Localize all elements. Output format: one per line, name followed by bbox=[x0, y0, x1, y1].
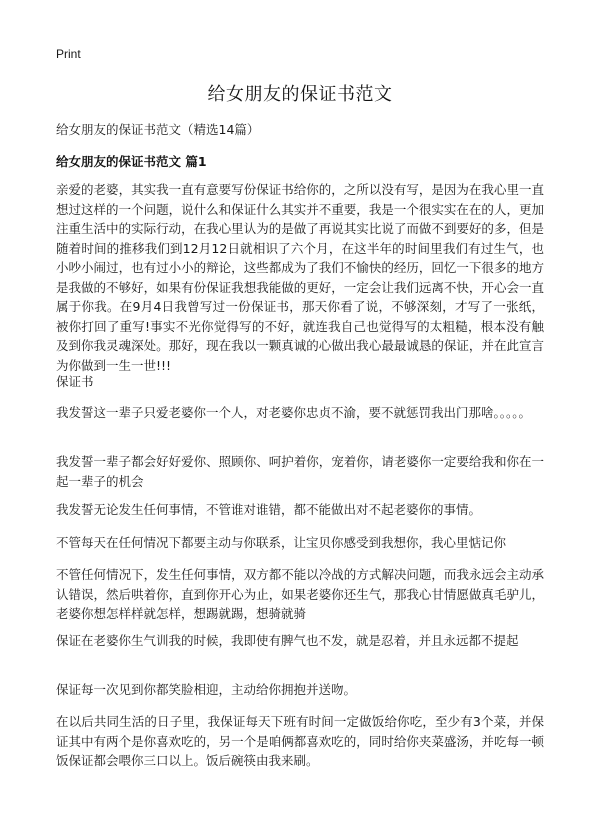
pledge-paragraph: 在以后共同生活的日子里，我保证每天下班有时间一定做饭给你吃，至少有3个菜，并保证其中有两个是你喜欢吃的，另一个是咱俩都喜欢吃的，同时给你夹菜盛汤，并吃每一顿饭保证都会喂你三口以上。饭后碗筷由我来刷。 bbox=[56, 714, 544, 768]
document-subtitle: 给女朋友的保证书范文（精选14篇） bbox=[56, 122, 260, 137]
section-heading: 给女朋友的保证书范文 篇1 bbox=[56, 154, 207, 169]
pledge-paragraph: 我发誓这一辈子只爱老婆你一个人，对老婆你忠贞不渝，要不就惩罚我出门那啥。。。。。 bbox=[56, 405, 532, 420]
pledge-paragraph: 我发誓一辈子都会好好爱你、照顾你、呵护着你，宠着你，请老婆你一定要给我和你在一起一辈子的机会 bbox=[56, 454, 544, 489]
page-title: 给女朋友的保证书范文 bbox=[207, 84, 393, 105]
pledge-paragraph: 保证在老婆你生气训我的时候，我即使有脾气也不发，就是忍着，并且永远都不提起 bbox=[56, 633, 519, 648]
pledge-paragraph: 不管每天在任何情况下都要主动与你联系，让宝贝你感受到我想你，我心里惦记你 bbox=[56, 535, 507, 550]
pledge-paragraph: 我发誓无论发生任何事情，不管谁对谁错，都不能做出对不起老婆你的事情。 bbox=[56, 502, 482, 517]
pledge-label: 保证书 bbox=[56, 374, 94, 389]
print-link[interactable]: Print bbox=[56, 47, 81, 61]
pledge-paragraph: 不管任何情况下，发生任何事情，双方都不能以冷战的方式解决问题，而我永远会主动承认错误，然后哄着你，直到你开心为止，如果老婆你还生气，那我心甘情愿做真毛驴儿，老婆你想怎样样就怎样，想踢就踢，想骑就骑 bbox=[56, 567, 544, 621]
intro-paragraph: 亲爱的老婆，其实我一直有意要写份保证书给你的，之所以没有写，是因为在我心里一直想过这样的一个问题，说什么和保证什么其实并不重要，我是一个很实实在在的人，更加注重生活中的实际行动，在我心里认为的是做了再说其实比说了而做不到要好的多，但是随着时间的推移我们到12月12日就相识了六个月，在这半年的时间里我们有过生气，也小吵小闹过，也有过小小的辩论，这些都成为了我们不愉快的经历，回忆一下很多的地方是我做的不够好，如果有份保证我想我能做的更好，一定会让我们远离不快，开心会一直属于你我。在9月4日我曾写过一份保证书，那天你看了说，不够深刻，才写了一张纸，被你打回了重写!事实不光你觉得写的不好，就连我自己也觉得写的太粗糙，根本没有触及到你我灵魂深处。那好，现在我以一颗真诚的心做出我心最最诚恳的保证，并在此宣言为你做到一生一世!!! bbox=[56, 182, 544, 373]
pledge-paragraph: 保证每一次见到你都笑脸相迎，主动给你拥抱并送吻。 bbox=[56, 682, 357, 697]
